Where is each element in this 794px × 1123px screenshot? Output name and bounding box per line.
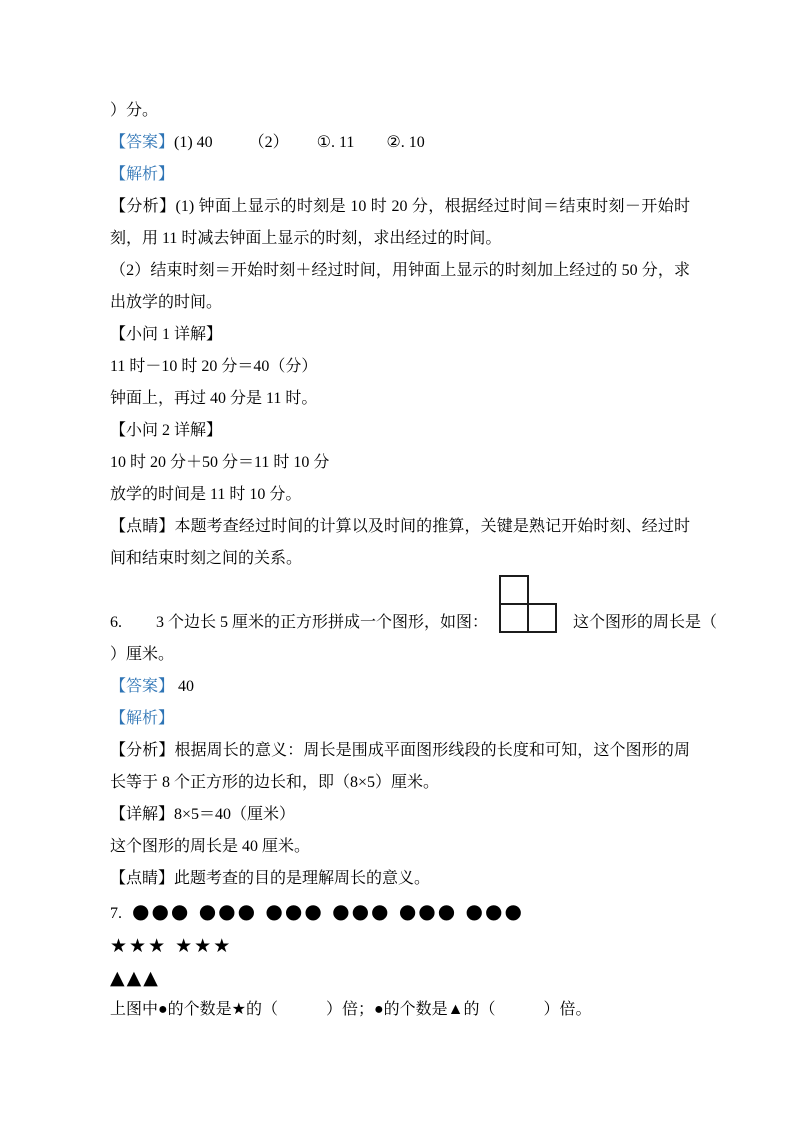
q6-answer-text: 40 (174, 678, 195, 695)
q5-note: 【点睛】本题考查经过时间的计算以及时间的推算，关键是熟记开始时刻、经过时间和结束时刻之间的关系。 (110, 518, 690, 567)
square-top (499, 575, 529, 605)
q6-stem-before: 3 个边长 5 厘米的正方形拼成一个图形，如图： (156, 614, 489, 631)
q5-subquestion1-label: 【小问 1 详解】 (110, 326, 223, 343)
q6-answer-line (110, 671, 690, 703)
q5-answer-text: (1) 40 （2） ①. 11 ②. 10 (174, 134, 425, 151)
q6-detail-conclusion: 这个图形的周长是 40 厘米。 (110, 838, 311, 855)
q5-analysis-label: 【解析】 (110, 166, 175, 183)
q6-detail-calc: 【详解】8×5＝40（厘米） (110, 806, 296, 823)
q5-subquestion1-conclusion: 钟面上，再过 40 分是 11 时。 (110, 390, 318, 407)
q5-subquestion2-calc: 10 时 20 分＋50 分＝11 时 10 分 (110, 454, 330, 471)
q6-analysis-label: 【解析】 (110, 710, 175, 727)
q7-dots-line (110, 895, 690, 930)
q6-stem-line (110, 575, 718, 639)
q6-analysis-label-line (110, 703, 690, 735)
circle-dots-row: ●●● ●●● ●●● ●●● ●●● ●●● (132, 899, 524, 923)
square-bottom-left (499, 603, 529, 633)
q7-stars-line: ★★★ ★★★ (110, 935, 233, 957)
q5-analysis-paragraph-1: 【分析】(1) 钟面上显示的时刻是 10 时 20 分，根据经过时间＝结束时刻－开始时刻，用 11 时减去钟面上显示的时刻，求出经过的时间。 (110, 198, 690, 247)
q5-subquestion2-conclusion: 放学的时间是 11 时 10 分。 (110, 486, 302, 503)
q6-number: 6. (110, 614, 122, 631)
q5-stem-tail-text: ）分。 (110, 102, 159, 119)
q5-subquestion2-label: 【小问 2 详解】 (110, 422, 223, 439)
q5-answer-label: 【答案】 (110, 134, 175, 151)
q5-subquestion1-calc: 11 时－10 时 20 分＝40（分） (110, 358, 318, 375)
q5-analysis-paragraph-2: （2）结束时刻＝开始时刻＋经过时间，用钟面上显示的时刻加上经过的 50 分，求出放学的时间。 (110, 262, 690, 311)
q7-triangles-line: ▲▲▲ (110, 967, 160, 989)
q6-stem-after: 这个图形的周长是（ (573, 614, 718, 631)
q5-answer-line (110, 127, 690, 159)
q6-stem-wrap: ）厘米。 (110, 646, 175, 663)
q6-answer-label: 【答案】 (110, 678, 175, 695)
q5-stem-tail (110, 95, 690, 127)
q7-number: 7. (110, 905, 122, 922)
square-bottom-right (527, 603, 557, 633)
q6-analysis-paragraph: 【分析】根据周长的意义：周长是围成平面图形线段的长度和可知，这个图形的周长等于 8 个正方形的边长和，即（8×5）厘米。 (110, 742, 690, 791)
q6-note: 【点睛】此题考查的目的是理解周长的意义。 (110, 870, 431, 887)
q7-question-line: 上图中●的个数是★的（ ）倍；●的个数是▲的（ ）倍。 (110, 1001, 592, 1018)
three-squares-figure (499, 575, 557, 633)
q5-analysis-label-line (110, 159, 690, 191)
